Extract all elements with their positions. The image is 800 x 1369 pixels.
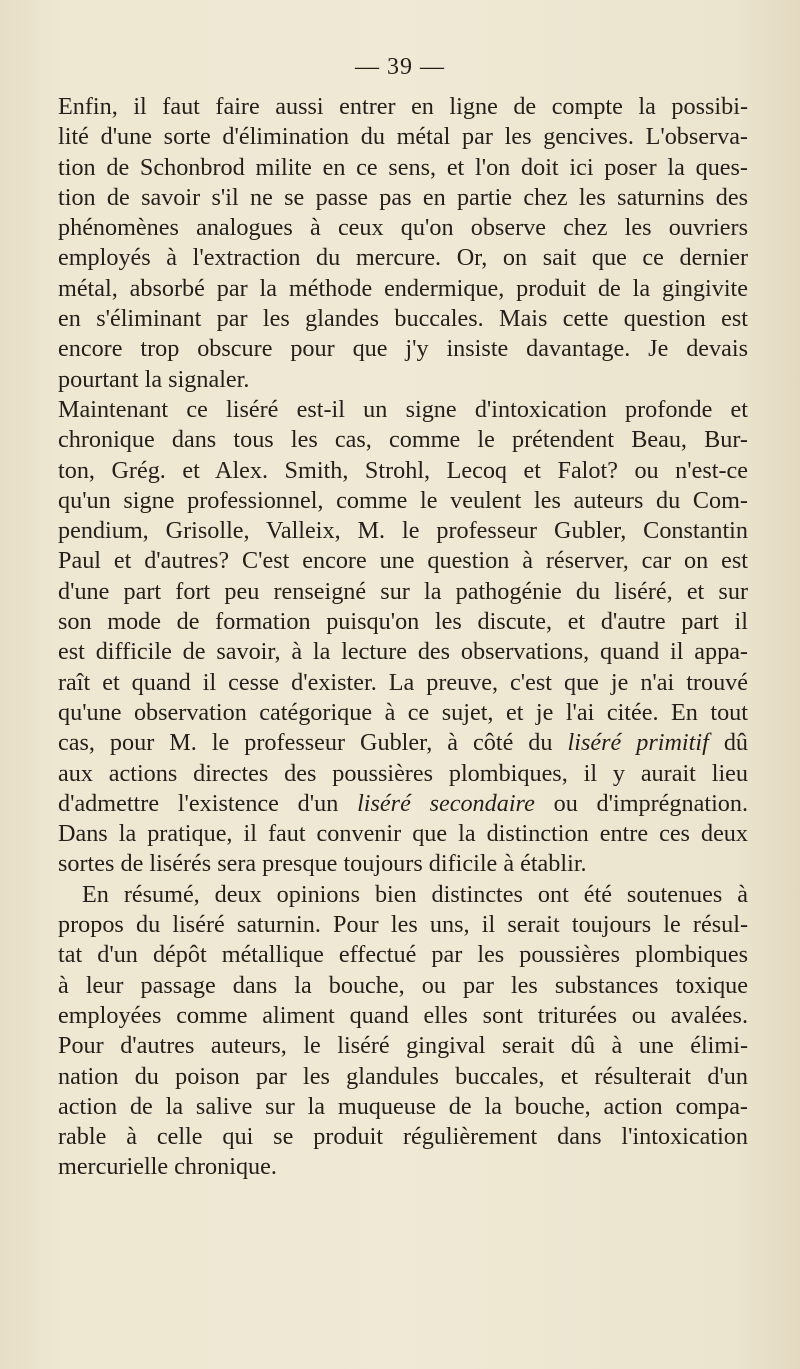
text-line: En résumé, deux opinions bien distinctes ont été soutenues à [82,880,748,908]
text-line: cas, pour M. le professeur Gubler, à côté du liséré primitif dû [58,729,749,757]
text-line: employées comme aliment quand elles sont triturées ou avalées. [58,1001,748,1029]
text-line: sortes de lisérés sera presque toujours dificile à établir. [58,850,587,878]
text-line: d'une part fort peu renseigné sur la pathogénie du liséré, et sur [58,577,748,605]
page-number: — 39 — [355,54,445,80]
text-line: est difficile de savoir, à la lecture des observations, quand il appa- [58,638,748,666]
italic-term: liséré secondaire [357,789,535,817]
text-line: qu'un signe professionnel, comme le veulent les auteurs du Com- [58,486,748,514]
text-line: Paul et d'autres? C'est encore une question à réserver, car on est [58,547,748,575]
text-line: aux actions directes des poussières plombiques, il y aurait lieu [58,759,748,787]
text-line: Maintenant ce liséré est-il un signe d'intoxication profonde et [58,395,748,423]
paragraph [58,880,748,1183]
text-line: métal, absorbé par la méthode endermique, produit de la gingivite [58,274,748,302]
italic-term: liséré primitif [567,729,709,757]
text-line: Enfin, il faut faire aussi entrer en ligne de compte la possibi- [58,93,748,120]
text-line: qu'une observation catégorique à ce sujet, et je l'ai citée. En tout [58,698,748,726]
text-line: en s'éliminant par les glandes buccales. Mais cette question est [58,305,748,333]
text-line: propos du liséré saturnin. Pour les uns, il serait toujours le résul- [58,911,748,939]
text-line: raît et quand il cesse d'exister. La preuve, c'est que je n'ai trouvé [58,668,748,696]
text-line: ton, Grég. et Alex. Smith, Strohl, Lecoq et Falot? ou n'est-ce [58,456,748,484]
text-line: tion de Schonbrod milite en ce sens, et l'on doit ici poser la ques- [58,153,748,181]
text-line: Pour d'autres auteurs, le liséré gingival serait dû à une élimi- [58,1032,748,1060]
paragraph [58,92,748,395]
text-line: tion de savoir s'il ne se passe pas en partie chez les saturnins des [58,183,748,211]
text-line: tat d'un dépôt métallique effectué par les poussières plombiques [58,941,748,969]
text-line: encore trop obscure pour que j'y insiste davantage. Je devais [58,335,748,363]
text-line: Dans la pratique, il faut convenir que la distinction entre ces deux [58,820,748,848]
text-line: employés à l'extraction du mercure. Or, on sait que ce dernier [58,244,748,272]
text-line: chronique dans tous les cas, comme le prétendent Beau, Bur- [58,426,748,454]
text-line: pendium, Grisolle, Valleix, M. le professeur Gubler, Constantin [58,517,748,545]
text-line: rable à celle qui se produit régulièrement dans l'intoxication [58,1123,748,1151]
paragraph [58,395,748,880]
text-line: à leur passage dans la bouche, ou par les substances toxique [58,971,748,999]
text-line: pourtant la signaler. [58,365,250,393]
body-text [58,92,748,1183]
text-line: mercurielle chronique. [58,1153,277,1181]
text-line: lité d'une sorte d'élimination du métal par les gencives. L'observa- [58,123,748,151]
text-line: phénomènes analogues à ceux qu'on observe chez les ouvriers [58,214,748,242]
text-line: son mode de formation puisqu'on les discute, et d'autre part il [58,608,748,636]
text-line: nation du poison par les glandules buccales, et résulterait d'un [58,1062,748,1090]
text-line: action de la salive sur la muqueuse de la bouche, action compa- [58,1092,748,1120]
text-line: d'admettre l'existence d'un liséré secondaire ou d'imprégnation. [58,789,749,817]
